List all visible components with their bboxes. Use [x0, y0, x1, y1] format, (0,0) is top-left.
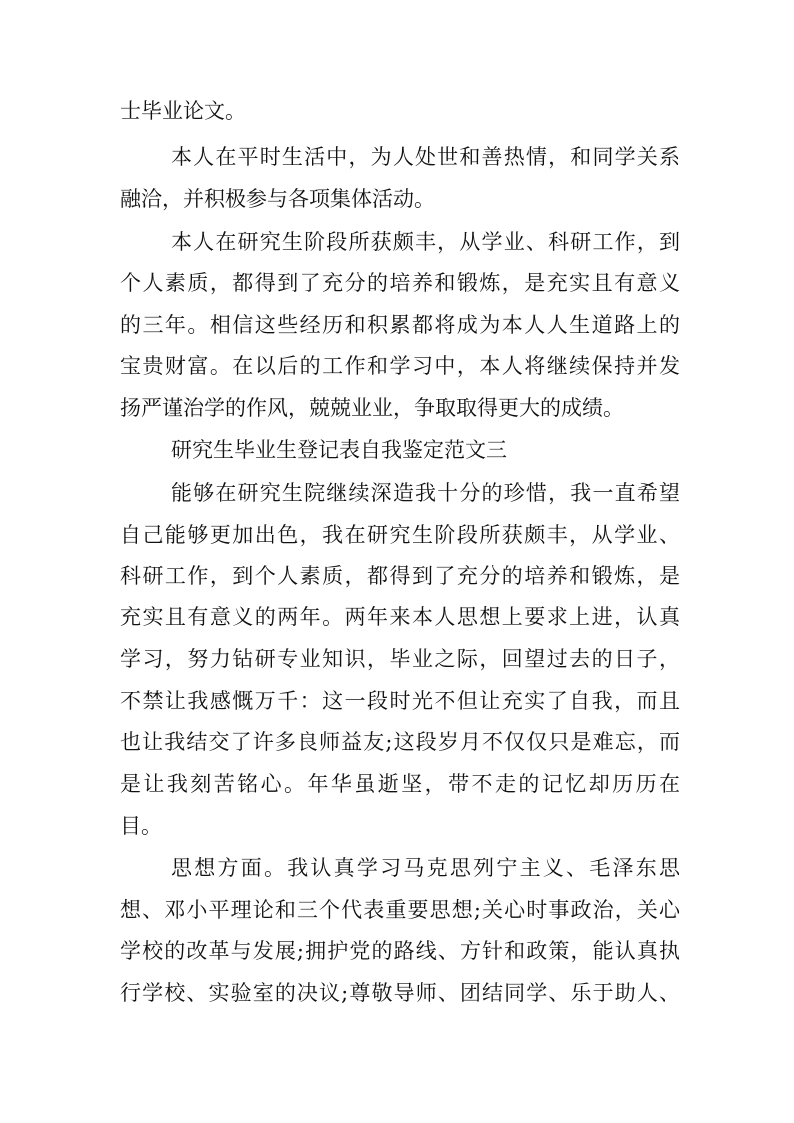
paragraph-line: 宝贵财富。在以后的工作和学习中，本人将继续保持并发: [120, 354, 680, 378]
paragraph-line: 本人在研究生阶段所获颇丰，从学业、科研工作，到: [171, 230, 680, 254]
paragraph-line: 能够在研究生院继续深造我十分的珍惜，我一直希望: [171, 481, 680, 505]
paragraph-line: 行学校、实验室的决议;尊敬导师、团结同学、乐于助人、: [120, 981, 680, 1005]
section-heading: 研究生毕业生登记表自我鉴定范文三: [171, 438, 507, 462]
paragraph-line: 目。: [120, 814, 162, 838]
paragraph-line: 也让我结交了许多良师益友;这段岁月不仅仅只是难忘，而: [120, 730, 680, 754]
paragraph-line: 学习，努力钻研专业知识，毕业之际，回望过去的日子，: [120, 647, 680, 671]
paragraph-line: 学校的改革与发展;拥护党的路线、方针和政策，能认真执: [120, 939, 680, 963]
paragraph-line: 科研工作，到个人素质，都得到了充分的培养和锻炼，是: [120, 564, 680, 588]
paragraph-line: 个人素质，都得到了充分的培养和锻炼，是充实且有意义: [120, 271, 680, 295]
paragraph-line: 自己能够更加出色，我在研究生阶段所获颇丰，从学业、: [120, 523, 680, 547]
paragraph-line: 思想方面。我认真学习马克思列宁主义、毛泽东思: [171, 856, 680, 880]
paragraph-line: 不禁让我感慨万千：这一段时光不但让充实了自我，而且: [120, 689, 680, 713]
paragraph-line: 的三年。相信这些经历和积累都将成为本人人生道路上的: [120, 313, 680, 337]
paragraph-line: 本人在平时生活中，为人处世和善热情，和同学关系: [171, 145, 680, 169]
paragraph-line: 融洽，并积极参与各项集体活动。: [120, 187, 435, 211]
paragraph-line: 是让我刻苦铭心。年华虽逝坚，带不走的记忆却历历在: [120, 772, 680, 796]
paragraph-line: 扬严谨治学的作风，兢兢业业，争取取得更大的成绩。: [120, 396, 624, 420]
paragraph-line: 想、邓小平理论和三个代表重要思想;关心时事政治，关心: [120, 898, 680, 922]
paragraph-continuation-line: 士毕业论文。: [120, 99, 246, 123]
paragraph-line: 充实且有意义的两年。两年来本人思想上要求上进，认真: [120, 605, 680, 629]
